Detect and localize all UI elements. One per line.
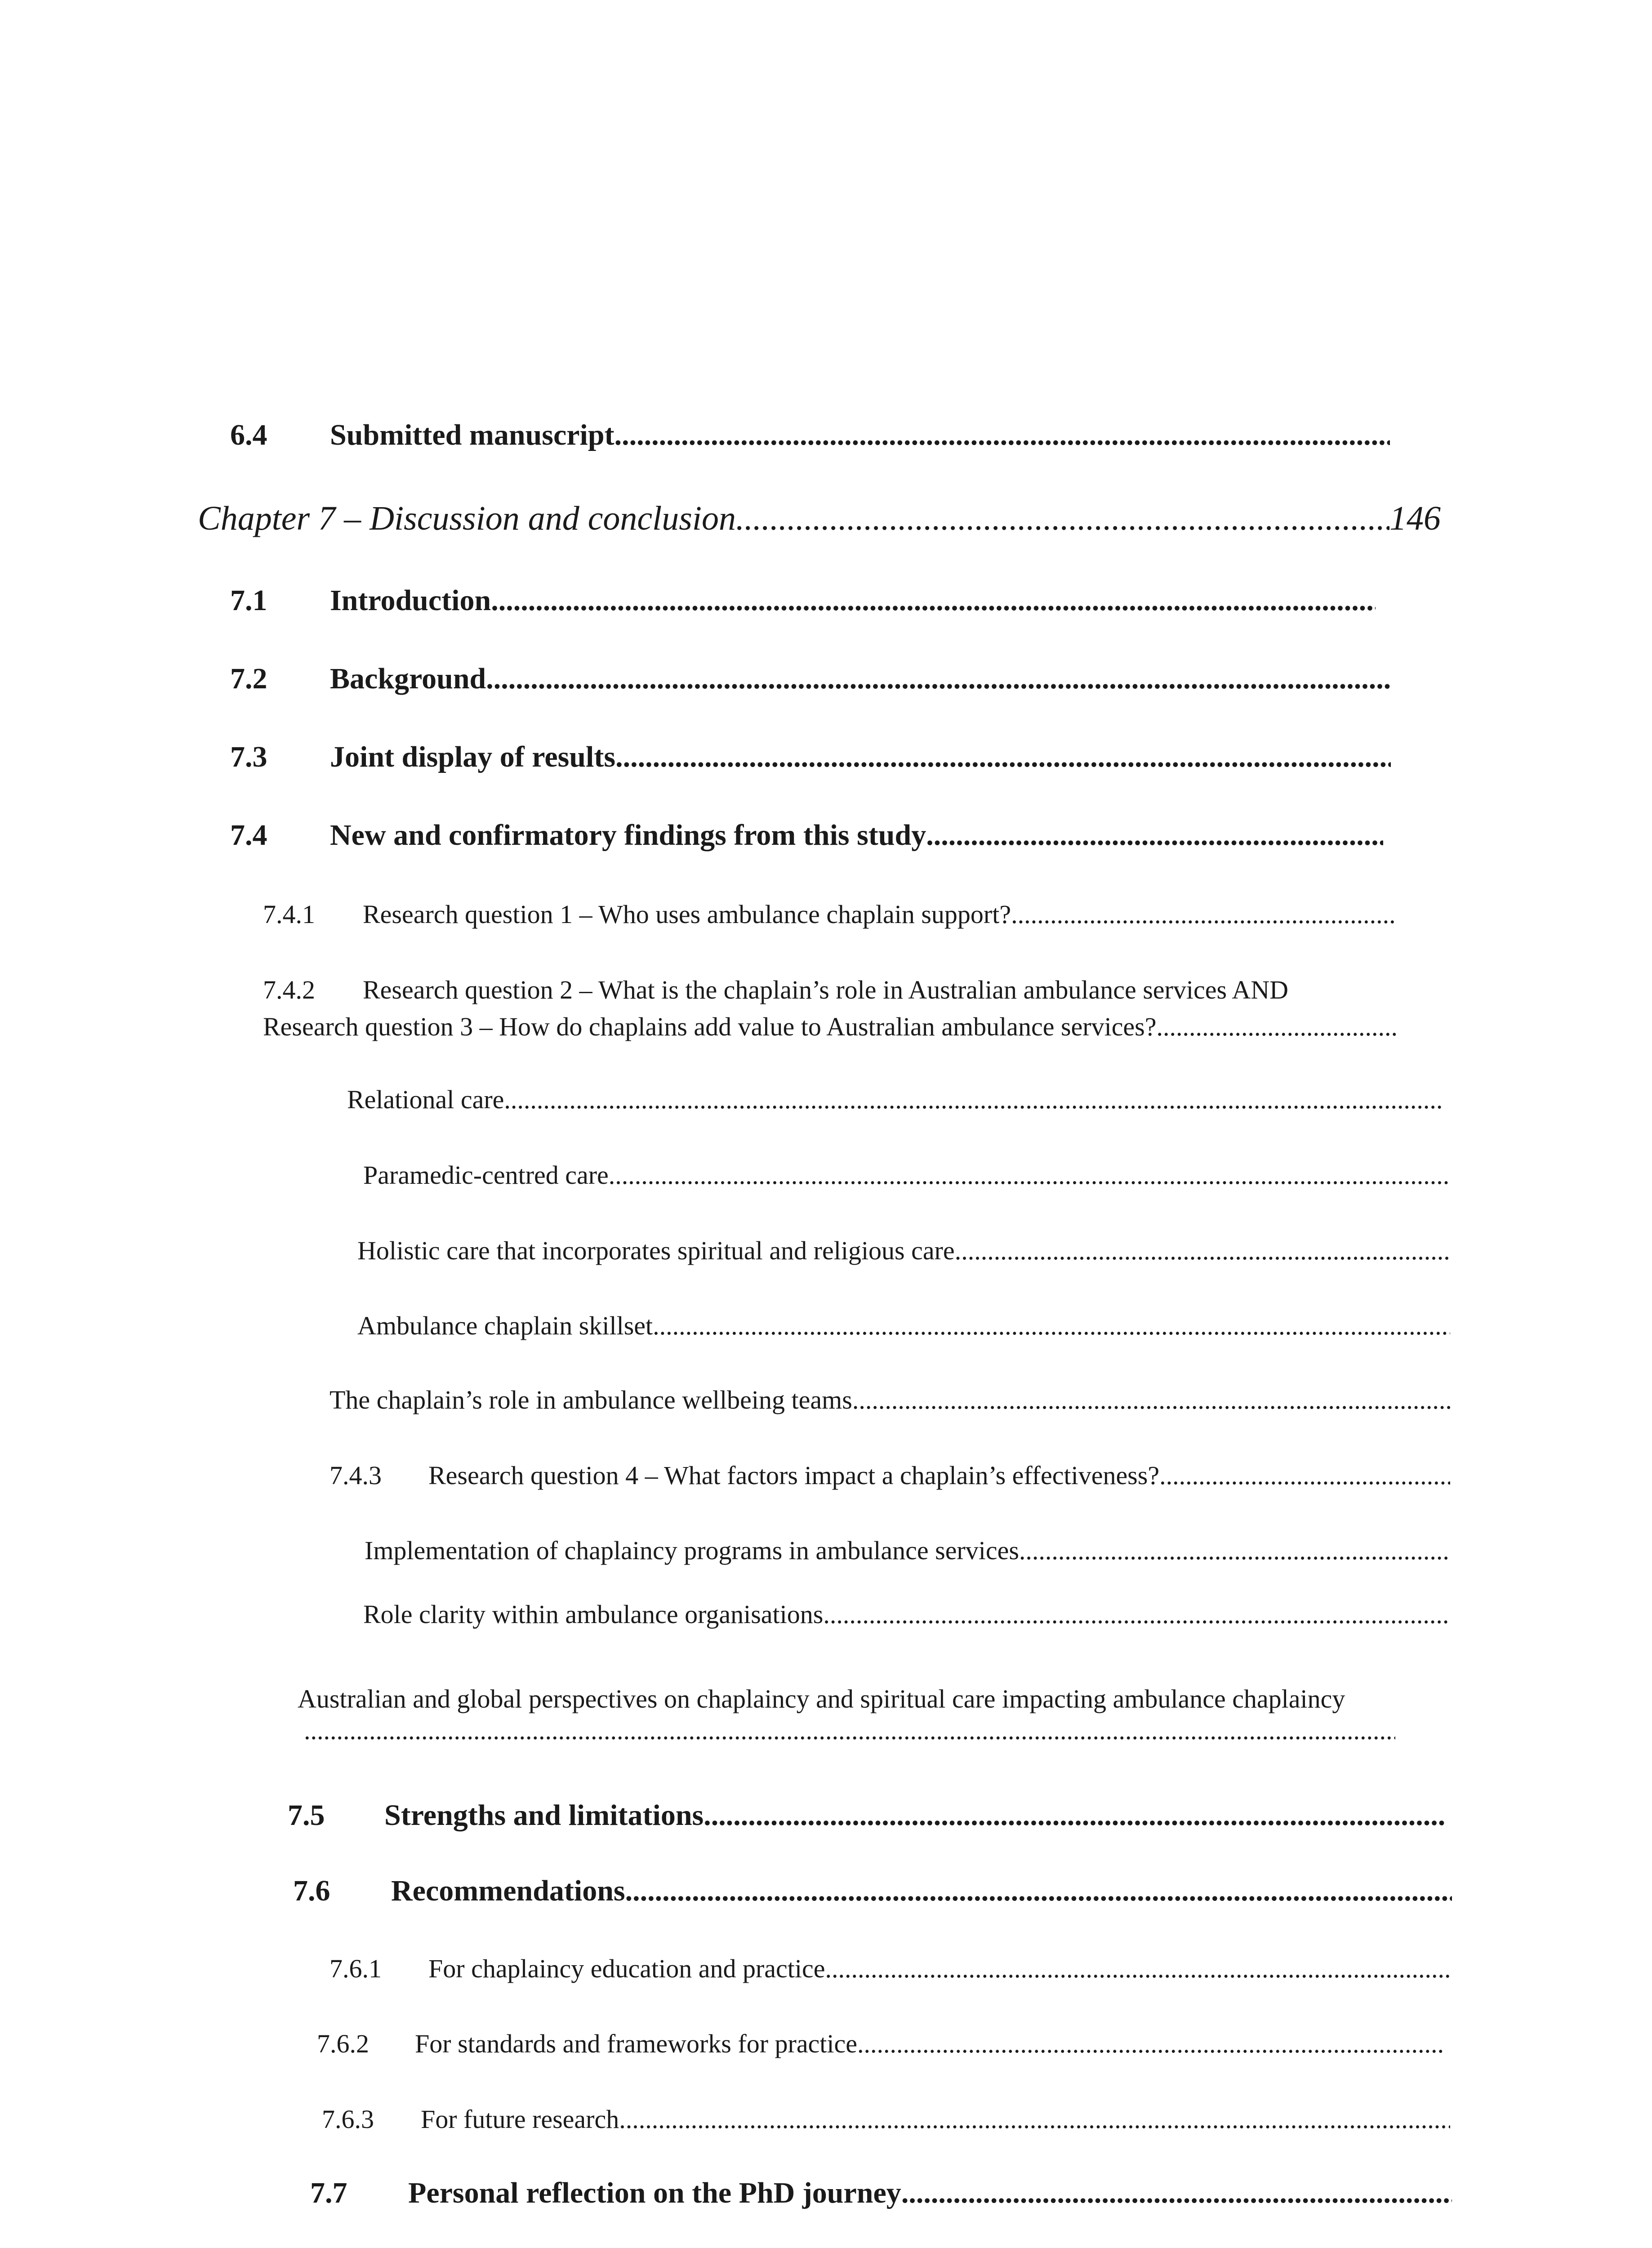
- toc-entry-6-4[interactable]: [230, 418, 1390, 452]
- section-title: For standards and frameworks for practice: [415, 2029, 858, 2058]
- section-title: Personal reflection on the PhD journey: [408, 2177, 901, 2209]
- section-number: 7.6: [293, 1874, 330, 1907]
- section-number: 7.4.2: [263, 975, 315, 1004]
- dot-leader: [825, 1954, 1451, 1984]
- dot-leader: [857, 2029, 1445, 2059]
- section-title: Holistic care that incorporates spiritual and religious care: [357, 1236, 955, 1265]
- toc-entry-7-6[interactable]: [293, 1874, 1452, 1908]
- dot-leader: [304, 1715, 1395, 1745]
- section-number: 7.6.2: [317, 2029, 369, 2058]
- toc-entry-7-4-3[interactable]: [330, 1460, 1450, 1490]
- dot-leader: [823, 1599, 1450, 1629]
- toc-entry-perspectives-leader: [304, 1715, 1395, 1745]
- toc-entry-7-6-2[interactable]: [317, 2029, 1445, 2059]
- dot-leader: [486, 662, 1391, 696]
- chapter-page-number: 146: [1389, 500, 1441, 537]
- section-title: Joint display of results: [330, 740, 616, 773]
- toc-entry-holistic-care[interactable]: [357, 1236, 1450, 1266]
- toc-entry-wellbeing-teams[interactable]: [330, 1385, 1450, 1415]
- dot-leader: [491, 584, 1376, 618]
- toc-entry-7-4[interactable]: [230, 818, 1383, 852]
- section-number: 7.3: [230, 740, 267, 773]
- toc-entry-7-5[interactable]: [288, 1798, 1445, 1833]
- toc-entry-chaplain-skillset[interactable]: [357, 1311, 1450, 1341]
- section-number: 7.4.3: [330, 1461, 382, 1490]
- toc-entry-7-4-2[interactable]: [263, 975, 1288, 1005]
- toc-entry-7-6-1[interactable]: [330, 1954, 1450, 1984]
- section-number: 7.1: [230, 584, 267, 617]
- section-number: 7.2: [230, 662, 267, 695]
- section-title: New and confirmatory findings from this study: [330, 819, 926, 852]
- dot-leader: [901, 2176, 1452, 2210]
- toc-entry-role-clarity[interactable]: [363, 1599, 1450, 1629]
- dot-leader: [926, 818, 1383, 852]
- section-number: 7.4.1: [263, 900, 315, 929]
- section-title: Research question 1 – Who uses ambulance chaplain support?: [363, 900, 1011, 929]
- toc-entry-relational-care[interactable]: [347, 1084, 1444, 1115]
- section-number: 6.4: [230, 419, 267, 451]
- section-title: Role clarity within ambulance organisations: [363, 1600, 824, 1629]
- dot-leader: [1019, 1535, 1450, 1566]
- dot-leader: [615, 740, 1391, 774]
- section-number: 7.5: [288, 1799, 325, 1832]
- section-number: 7.7: [310, 2177, 347, 2209]
- dot-leader: [614, 418, 1390, 452]
- section-title: Ambulance chaplain skillset: [357, 1311, 653, 1340]
- section-title: For chaplaincy education and practice: [428, 1954, 825, 1983]
- toc-entry-perspectives[interactable]: [298, 1684, 1345, 1714]
- chapter-title: Chapter 7 – Discussion and conclusion: [198, 500, 736, 537]
- section-title: For future research: [421, 2105, 619, 2134]
- section-title-line-2: Research question 3 – How do chaplains add value to Australian ambulance services?: [263, 1012, 1157, 1041]
- toc-entry-7-1[interactable]: [230, 584, 1376, 618]
- section-title: Background: [330, 662, 486, 695]
- section-title: Strengths and limitations: [384, 1799, 704, 1832]
- section-title: The chaplain’s role in ambulance wellbeing teams: [330, 1385, 852, 1414]
- dot-leader: [736, 499, 1389, 538]
- section-title: Paramedic-centred care: [363, 1160, 609, 1190]
- toc-entry-chapter-7[interactable]: [198, 499, 1441, 538]
- dot-leader: [625, 1874, 1452, 1908]
- dot-leader: [704, 1798, 1445, 1833]
- dot-leader: [1011, 899, 1396, 929]
- section-number: 7.6.3: [322, 2105, 374, 2134]
- dot-leader: [852, 1385, 1450, 1415]
- section-number: 7.6.1: [330, 1954, 382, 1983]
- dot-leader: [1159, 1460, 1450, 1490]
- section-title: Introduction: [330, 584, 491, 617]
- toc-entry-7-2[interactable]: [230, 662, 1391, 696]
- toc-entry-paramedic-centred-care[interactable]: [363, 1160, 1450, 1190]
- section-number: 7.4: [230, 819, 267, 852]
- section-title: Relational care: [347, 1085, 504, 1114]
- dot-leader: [504, 1084, 1444, 1115]
- dot-leader: [653, 1311, 1450, 1341]
- dot-leader: [619, 2104, 1450, 2134]
- dot-leader: [955, 1236, 1450, 1266]
- toc-entry-7-4-1[interactable]: [263, 899, 1396, 929]
- toc-entry-7-4-2-continued[interactable]: [263, 1012, 1396, 1042]
- section-title: Research question 4 – What factors impact a chaplain’s effectiveness?: [428, 1461, 1160, 1490]
- section-title: Recommendations: [391, 1874, 625, 1907]
- toc-entry-7-6-3[interactable]: [322, 2104, 1450, 2134]
- section-title: Australian and global perspectives on chaplaincy and spiritual care impacting ambulance chaplaincy: [298, 1684, 1345, 1713]
- section-title: Submitted manuscript: [330, 419, 614, 451]
- section-title-line-1: Research question 2 – What is the chaplain’s role in Australian ambulance services AND: [363, 975, 1288, 1004]
- dot-leader: [609, 1160, 1450, 1190]
- section-title: Implementation of chaplaincy programs in ambulance services: [365, 1536, 1019, 1565]
- toc-entry-7-7[interactable]: [310, 2176, 1452, 2210]
- toc-entry-7-3[interactable]: [230, 740, 1391, 774]
- dot-leader: [1157, 1012, 1396, 1042]
- toc-entry-implementation[interactable]: [365, 1535, 1450, 1566]
